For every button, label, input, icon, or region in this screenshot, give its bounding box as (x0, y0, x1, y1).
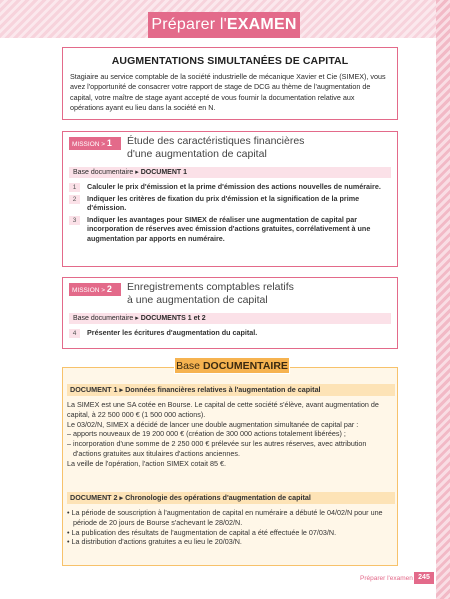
footer-label: Préparer l'examen (360, 575, 413, 582)
question-3 (69, 215, 389, 244)
intro-box (62, 47, 398, 120)
document-2-line-2: • La publication des résultats de l'augmentation de capital a été effectuée le 07/03/N. (67, 527, 337, 537)
question-1 (69, 182, 389, 192)
question-3-text: Indiquer les avantages pour SIMEX de réaliser une augmentation de capital par incorporation de réserves avec émission d'actions gratuites, corrélativement à une augmentation par apports en numéraire. (87, 214, 371, 243)
intro-title: AUGMENTATIONS SIMULTANÉES DE CAPITAL (111, 55, 349, 67)
question-2-number: 2 (69, 195, 80, 204)
documentaire-banner-bold: DOCUMENTAIRE (202, 360, 288, 372)
mission-1-tag-label: MISSION > (72, 141, 106, 148)
page-title (148, 12, 300, 38)
question-4-number: 4 (69, 329, 80, 338)
mission-2-title-line-1: Enregistrements comptables relatifs (127, 281, 294, 293)
question-1-number: 1 (69, 183, 80, 192)
page-title-light: Préparer l' (151, 16, 227, 33)
mission-1-title-line-1: Étude des caractéristiques financières (127, 135, 305, 147)
mission-1-base-doc: DOCUMENT 1 (140, 169, 187, 176)
question-4 (69, 328, 389, 338)
document-2-heading: DOCUMENT 2 ▸ Chronologie des opérations d'augmentation de capital (67, 492, 395, 504)
document-1-body (67, 400, 395, 469)
question-3-number: 3 (69, 216, 80, 225)
question-2-text: Indiquer les critères de fixation du prix d'émission et la signification de la prime d'émission. (87, 193, 360, 213)
page-title-bold: EXAMEN (226, 16, 297, 33)
mission-1-header (63, 132, 397, 166)
document-2-line-3: • La distribution d'actions gratuites a eu lieu le 20/03/N. (67, 537, 242, 547)
documentaire-banner-light: Base (176, 360, 203, 372)
mission-2-base-doc: DOCUMENTS 1 et 2 (140, 315, 206, 322)
document-2-body (67, 508, 395, 547)
mission-2-tag (69, 283, 121, 296)
mission-2-base-documentaire (69, 313, 391, 324)
mission-1-box (62, 131, 398, 267)
document-2-line-1: • La période de souscription à l'augmentation de capital en numéraire a débuté le 04/02/N pour une période de 20 jours de Bourse s'achevant le 28/02/N. (67, 508, 383, 527)
right-decorative-band (436, 0, 450, 599)
documentaire-box (62, 367, 398, 566)
mission-1-title (127, 135, 304, 160)
mission-2-base-label: Base documentaire ▸ (73, 315, 141, 322)
mission-2-tag-label: MISSION > (72, 287, 106, 294)
question-4-text: Présenter les écritures d'augmentation du capital. (87, 328, 258, 337)
documentaire-banner (174, 357, 290, 374)
mission-2-header (63, 278, 397, 312)
mission-2-box (62, 277, 398, 349)
intro-text: Stagiaire au service comptable de la société industrielle de mécanique Xavier et Cie (SIMEX), vous avez l'opportunité de consacrer votre rapport de stage de DCG au thème de l'augmentation de capital, votre maître de stage ayant accepté de vous fournir la documentation relative aux opérations ayant eu lieu dans la société en N. (70, 72, 386, 113)
page-number: 245 (414, 572, 434, 584)
question-1-text: Calculer le prix d'émission et la prime d'émission des actions nouvelles de numéraire. (87, 182, 381, 191)
mission-1-tag (69, 137, 121, 150)
question-2 (69, 194, 389, 213)
document-1-line-4: – incorporation d'une somme de 2 250 000 € prélevée sur les autres réserves, avec attribution d'actions gratuites aux titulaires d'actions anciennes. (67, 439, 367, 458)
mission-2-tag-number: 2 (106, 284, 112, 294)
mission-1-title-line-2: d'une augmentation de capital (127, 147, 267, 160)
document-1-line-3: – apports nouveaux de 19 200 000 € (création de 300 000 actions totalement libérées) ; (67, 429, 346, 439)
document-1-line-2: Le 03/02/N, SIMEX a décidé de lancer une double augmentation simultanée de capital par : (67, 419, 359, 429)
mission-2-title-line-2: à une augmentation de capital (127, 293, 268, 306)
mission-1-base-documentaire (69, 167, 391, 178)
mission-1-base-label: Base documentaire ▸ (73, 169, 141, 176)
document-1-line-1: La SIMEX est une SA cotée en Bourse. Le capital de cette société s'élève, avant augmentation de capital, à 22 500 000 € (1 500 000 actions). (67, 400, 379, 419)
mission-1-tag-number: 1 (106, 138, 112, 148)
document-1-line-5: La veille de l'opération, l'action SIMEX cotait 85 €. (67, 458, 226, 468)
mission-2-title (127, 281, 294, 306)
document-1-heading: DOCUMENT 1 ▸ Données financières relatives à l'augmentation de capital (67, 384, 395, 396)
